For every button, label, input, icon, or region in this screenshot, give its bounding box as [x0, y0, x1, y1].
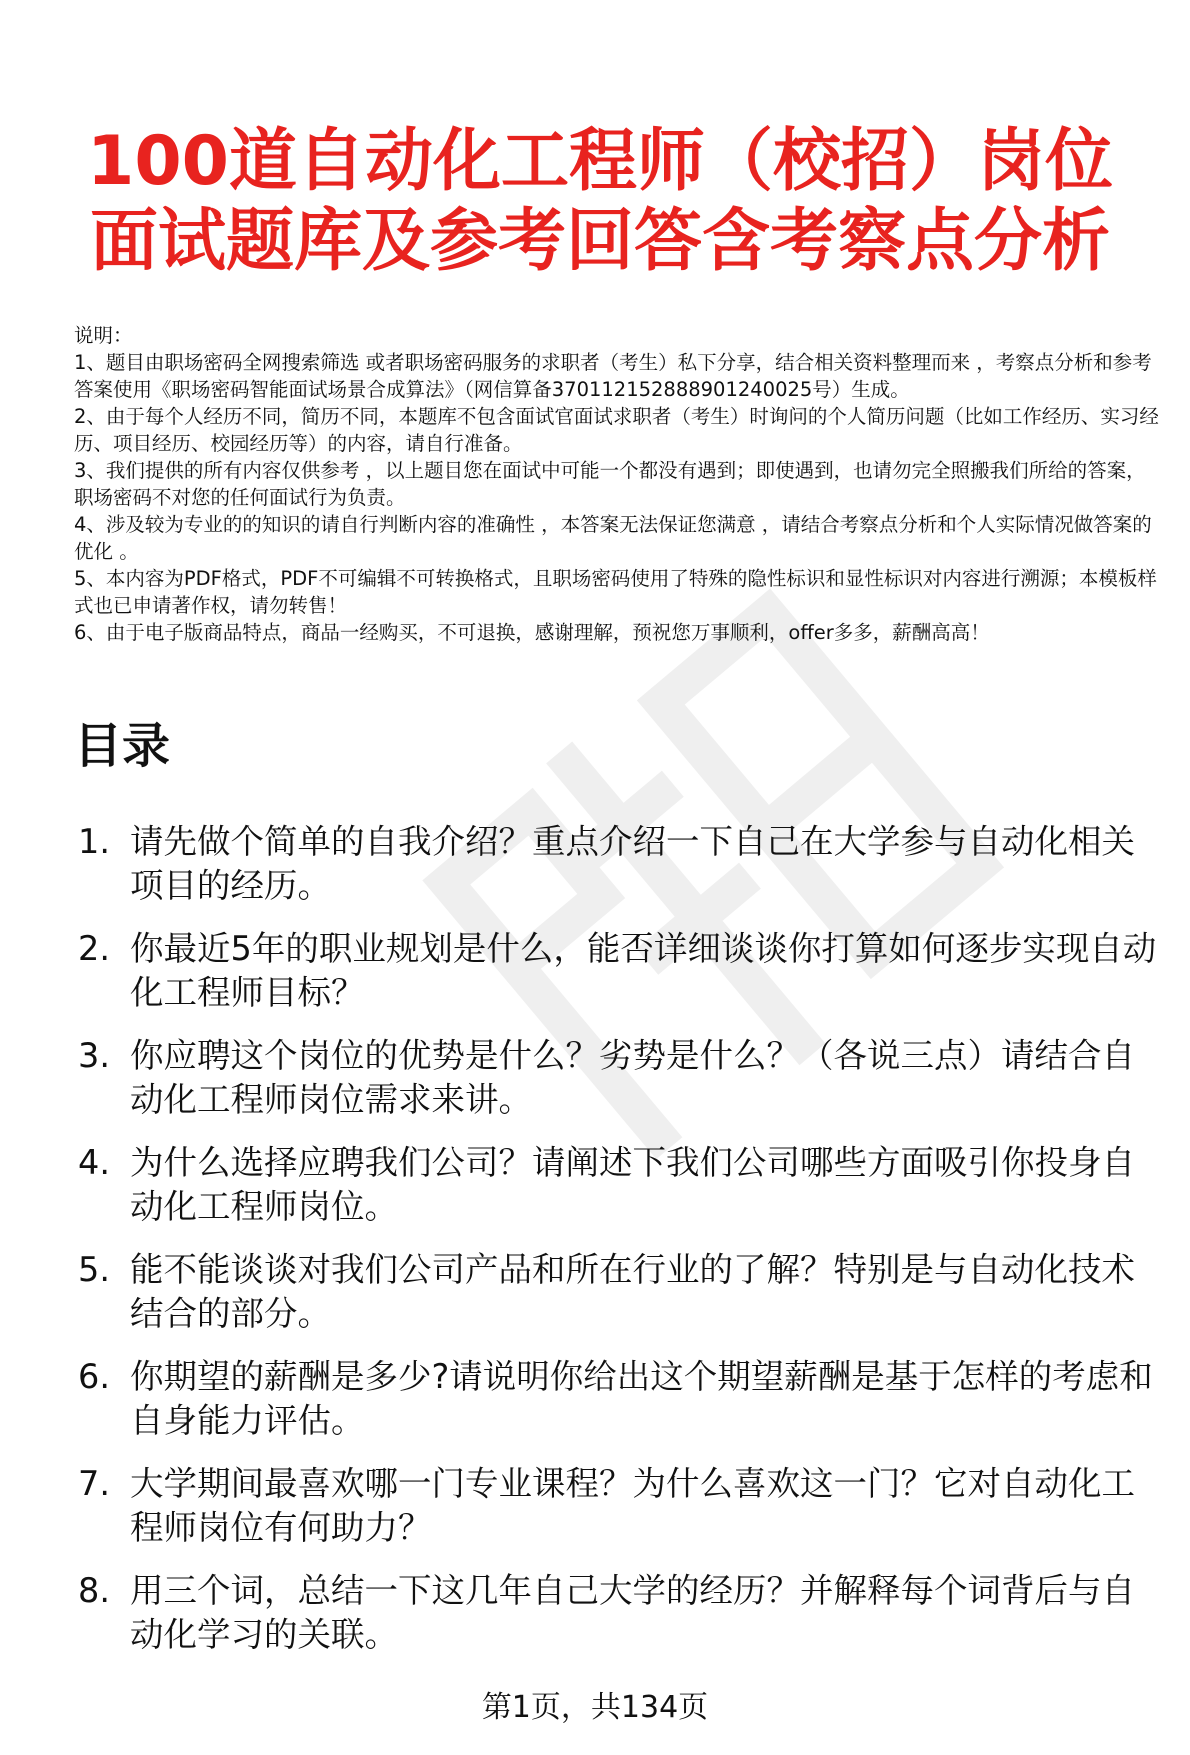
toc-item[interactable]	[78, 1462, 1168, 1550]
note-item: 4、涉及较为专业的的知识的请自行判断内容的准确性 ，本答案无法保证您满意 ，请结合考察点分析和个人实际情况做答案的优化 。	[74, 513, 1152, 563]
toc-item-number: 4.	[78, 1143, 110, 1182]
note-item: 1、题目由职场密码全网搜索筛选 或者职场密码服务的求职者（考生）私下分享，结合相关资料整理而来 ，考察点分析和参考答案使用《职场密码智能面试场景合成算法》（网信算备370112152888901240025号）生成。	[74, 351, 1152, 401]
toc-item[interactable]	[78, 1248, 1168, 1336]
toc-item[interactable]	[78, 1034, 1168, 1122]
note-item: 5、本内容为PDF格式，PDF不可编辑不可转换格式，且职场密码使用了特殊的隐性标识和显性标识对内容进行溯源；本模板样式也已申请著作权，请勿转售！	[74, 567, 1157, 617]
page-title: 100道自动化工程师（校招）岗位面试题库及参考回答含考察点分析	[87, 122, 1113, 281]
toc-item-number: 5.	[78, 1250, 110, 1289]
toc-item-number: 2.	[78, 929, 110, 968]
toc-item-text: 为什么选择应聘我们公司？请阐述下我们公司哪些方面吸引你投身自动化工程师岗位。	[130, 1143, 1135, 1226]
toc-item[interactable]	[78, 820, 1168, 908]
toc-item-text: 你期望的薪酬是多少?请说明你给出这个期望薪酬是基于怎样的考虑和自身能力评估。	[130, 1357, 1153, 1440]
toc-item[interactable]	[78, 1569, 1168, 1657]
toc-item-text: 你应聘这个岗位的优势是什么？劣势是什么？（各说三点）请结合自动化工程师岗位需求来讲。	[130, 1036, 1135, 1119]
toc-heading: 目录	[74, 718, 171, 774]
notes-heading: 说明：	[74, 324, 133, 347]
toc-item-text: 大学期间最喜欢哪一门专业课程？为什么喜欢这一门？它对自动化工程师岗位有何助力？	[130, 1464, 1135, 1547]
toc-item-text: 用三个词，总结一下这几年自己大学的经历？并解释每个词背后与自动化学习的关联。	[130, 1571, 1135, 1654]
toc-item-number: 6.	[78, 1357, 110, 1396]
toc-item-text: 能不能谈谈对我们公司产品和所在行业的了解？特别是与自动化技术结合的部分。	[130, 1250, 1135, 1333]
notes-section	[74, 322, 1164, 646]
note-item: 3、我们提供的所有内容仅供参考 ，以上题目您在面试中可能一个都没有遇到；即使遇到，也请勿完全照搬我们所给的答案，职场密码不对您的任何面试行为负责。	[74, 459, 1146, 509]
toc-item-number: 1.	[78, 822, 110, 861]
toc-item-text: 请先做个简单的自我介绍？重点介绍一下自己在大学参与自动化相关项目的经历。	[130, 822, 1135, 905]
toc-item[interactable]	[78, 1141, 1168, 1229]
toc-item-number: 3.	[78, 1036, 110, 1075]
toc-item[interactable]	[78, 1355, 1168, 1443]
toc-item-number: 7.	[78, 1464, 110, 1503]
note-item: 6、由于电子版商品特点，商品一经购买，不可退换，感谢理解，预祝您万事顺利，offer多多，薪酬高高！	[74, 621, 990, 644]
page-footer: 第1页，共134页	[481, 1690, 709, 1725]
note-item: 2、由于每个人经历不同，简历不同，本题库不包含面试官面试求职者（考生）时询问的个人简历问题（比如工作经历、实习经历、项目经历、校园经历等）的内容，请自行准备。	[74, 405, 1159, 455]
toc-item-number: 8.	[78, 1571, 110, 1610]
toc-item[interactable]	[78, 927, 1168, 1015]
toc-item-text: 你最近5年的职业规划是什么，能否详细谈谈你打算如何逐步实现自动化工程师目标？	[130, 929, 1157, 1012]
toc-list	[78, 820, 1168, 1676]
